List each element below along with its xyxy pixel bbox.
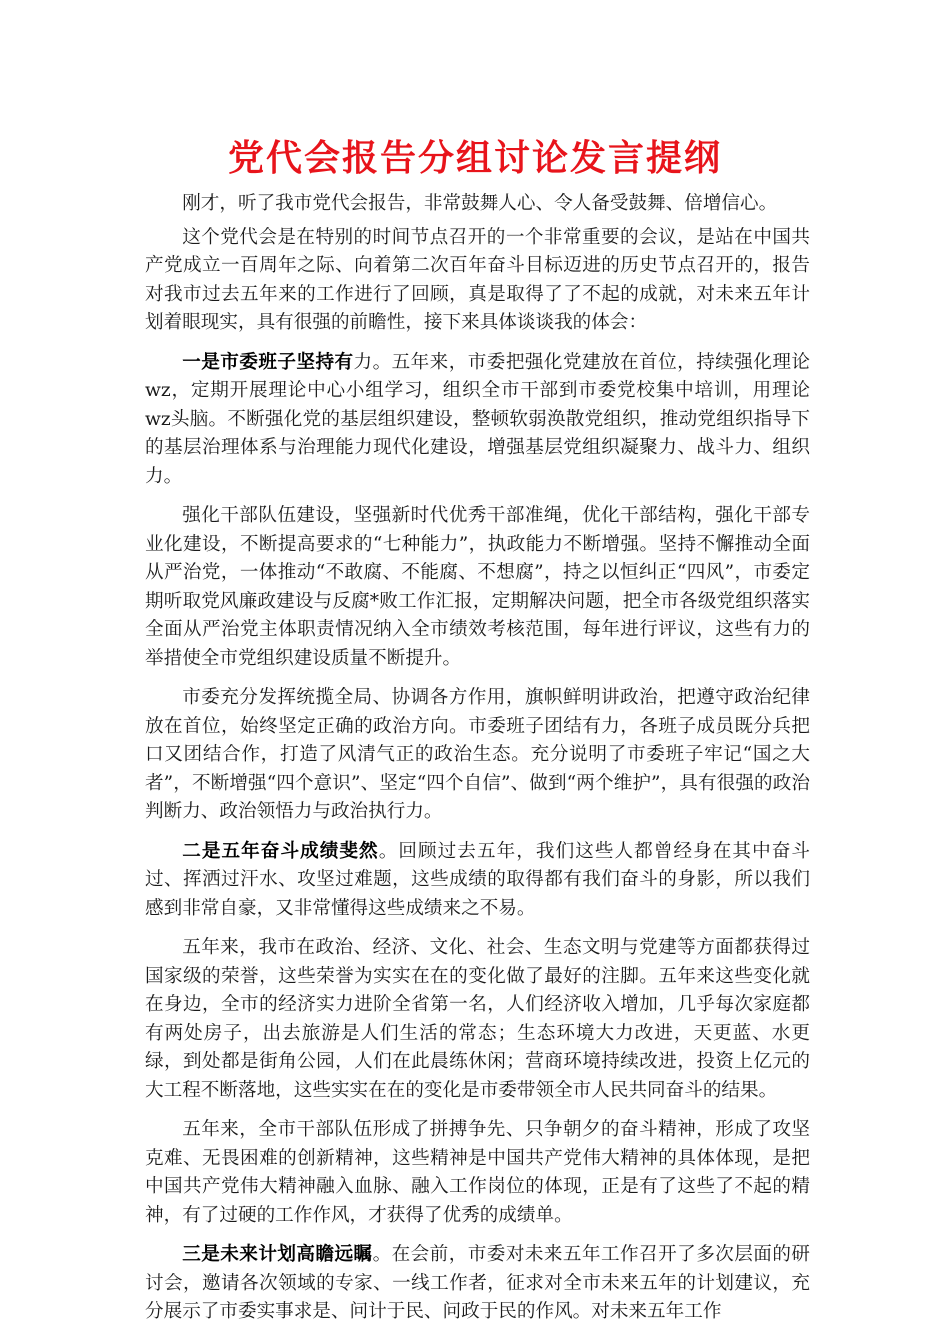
paragraph-text: 五年来，全市干部队伍形成了拼搏争先、只争朝夕的奋斗精神，形成了攻坚克难、无畏困难的创新精神，这些精神是中国共产党伟大精神的具体体现，是把中国共产党伟大精神融入血脉、融入工作岗位的体现，正是有了这些了不起的精神，有了过硬的工作作风，才获得了优秀的成绩单。 (145, 1119, 810, 1226)
paragraph-8 (145, 1116, 810, 1230)
document-title: 党代会报告分组讨论发言提纲 (227, 137, 722, 179)
section-heading-three: 三是未来计划高瞻远瞩 (182, 1244, 373, 1265)
paragraph-text: 。在会前，市委对未来五年工作召开了多次层面的研讨会，邀请各次领域的专家、一线工作者，征求对全市未来五年的计划建议，充分展示了市委实事求是、问计于民、问政于民的作风。对未来五年工作 (145, 1244, 810, 1322)
paragraph-5 (145, 684, 810, 827)
paragraph-6 (145, 838, 810, 924)
document-body (145, 190, 810, 1338)
paragraph-text: 市委充分发挥统揽全局、协调各方作用，旗帜鲜明讲政治，把遵守政治纪律放在首位，始终坚定正确的政治方向。市委班子团结有力，各班子成员既分兵把口又团结合作，打造了风清气正的政治生态。充分说明了市委班子牢记“国之大者”，不断增强“四个意识”、坚定“四个自信”、做到“两个维护”，具有很强的政治判断力、政治领悟力与政治执行力。 (145, 687, 810, 822)
paragraph-3 (145, 349, 810, 492)
paragraph-4 (145, 502, 810, 673)
paragraph-2 (145, 224, 810, 338)
paragraph-text: 强化干部队伍建设，坚强新时代优秀干部准绳，优化干部结构，强化干部专业化建设，不断提高要求的“七种能力”，执政能力不断增强。坚持不懈推动全面从严治党，一体推动“不敢腐、不能腐、不想腐”，持之以恒纠正“四风”，市委定期听取党风廉政建设与反腐*败工作汇报，定期解决问题，把全市各级党组织落实全面从严治党主体职责情况纳入全市绩效考核范围，每年进行评议，这些有力的举措使全市党组织建设质量不断提升。 (145, 505, 810, 669)
section-heading-two: 二是五年奋斗成绩斐然 (182, 840, 379, 862)
paragraph-9 (145, 1241, 810, 1327)
paragraph-7 (145, 934, 810, 1105)
paragraph-1 (145, 190, 810, 219)
paragraph-text: 力。五年来，市委把强化党建放在首位，持续强化理论wz，定期开展理论中心小组学习，组织全市干部到市委党校集中培训，用理论wz头脑。不断强化党的基层组织建设，整顿软弱涣散党组织，推动党组织指导下的基层治理体系与治理能力现代化建设，增强基层党组织凝聚力、战斗力、组织力。 (145, 351, 810, 487)
paragraph-text: 。回顾过去五年，我们这些人都曾经身在其中奋斗过、挥洒过汗水、攻坚过难题，这些成绩的取得都有我们奋斗的身影，所以我们感到非常自豪，又非常懂得这些成绩来之不易。 (145, 840, 810, 919)
paragraph-text: 这个党代会是在特别的时间节点召开的一个非常重要的会议，是站在中国共产党成立一百周年之际、向着第二次百年奋斗目标迈进的历史节点召开的，报告对我市过去五年来的工作进行了回顾，真是取得了了不起的成就，对未来五年计划着眼现实，具有很强的前瞻性，接下来具体谈谈我的体会： (145, 226, 810, 333)
paragraph-text: 五年来，我市在政治、经济、文化、社会、生态文明与党建等方面都获得过国家级的荣誉，这些荣誉为实实在在的变化做了最好的注脚。五年来这些变化就在身边，全市的经济实力进阶全省第一名，人们经济收入增加，几乎每次家庭都有两处房子，出去旅游是人们生活的常态；生态环境大力改进，天更蓝、水更绿，到处都是街角公园，人们在此晨练休闲；营商环境持续改进，投资上亿元的大工程不断落地，这些实实在在的变化是市委带领全市人民共同奋斗的结果。 (145, 937, 810, 1101)
paragraph-text: 刚才，听了我市党代会报告，非常鼓舞人心、令人备受鼓舞、倍增信心。 (182, 193, 778, 214)
section-heading-one: 一是市委班子坚持有 (182, 351, 354, 373)
